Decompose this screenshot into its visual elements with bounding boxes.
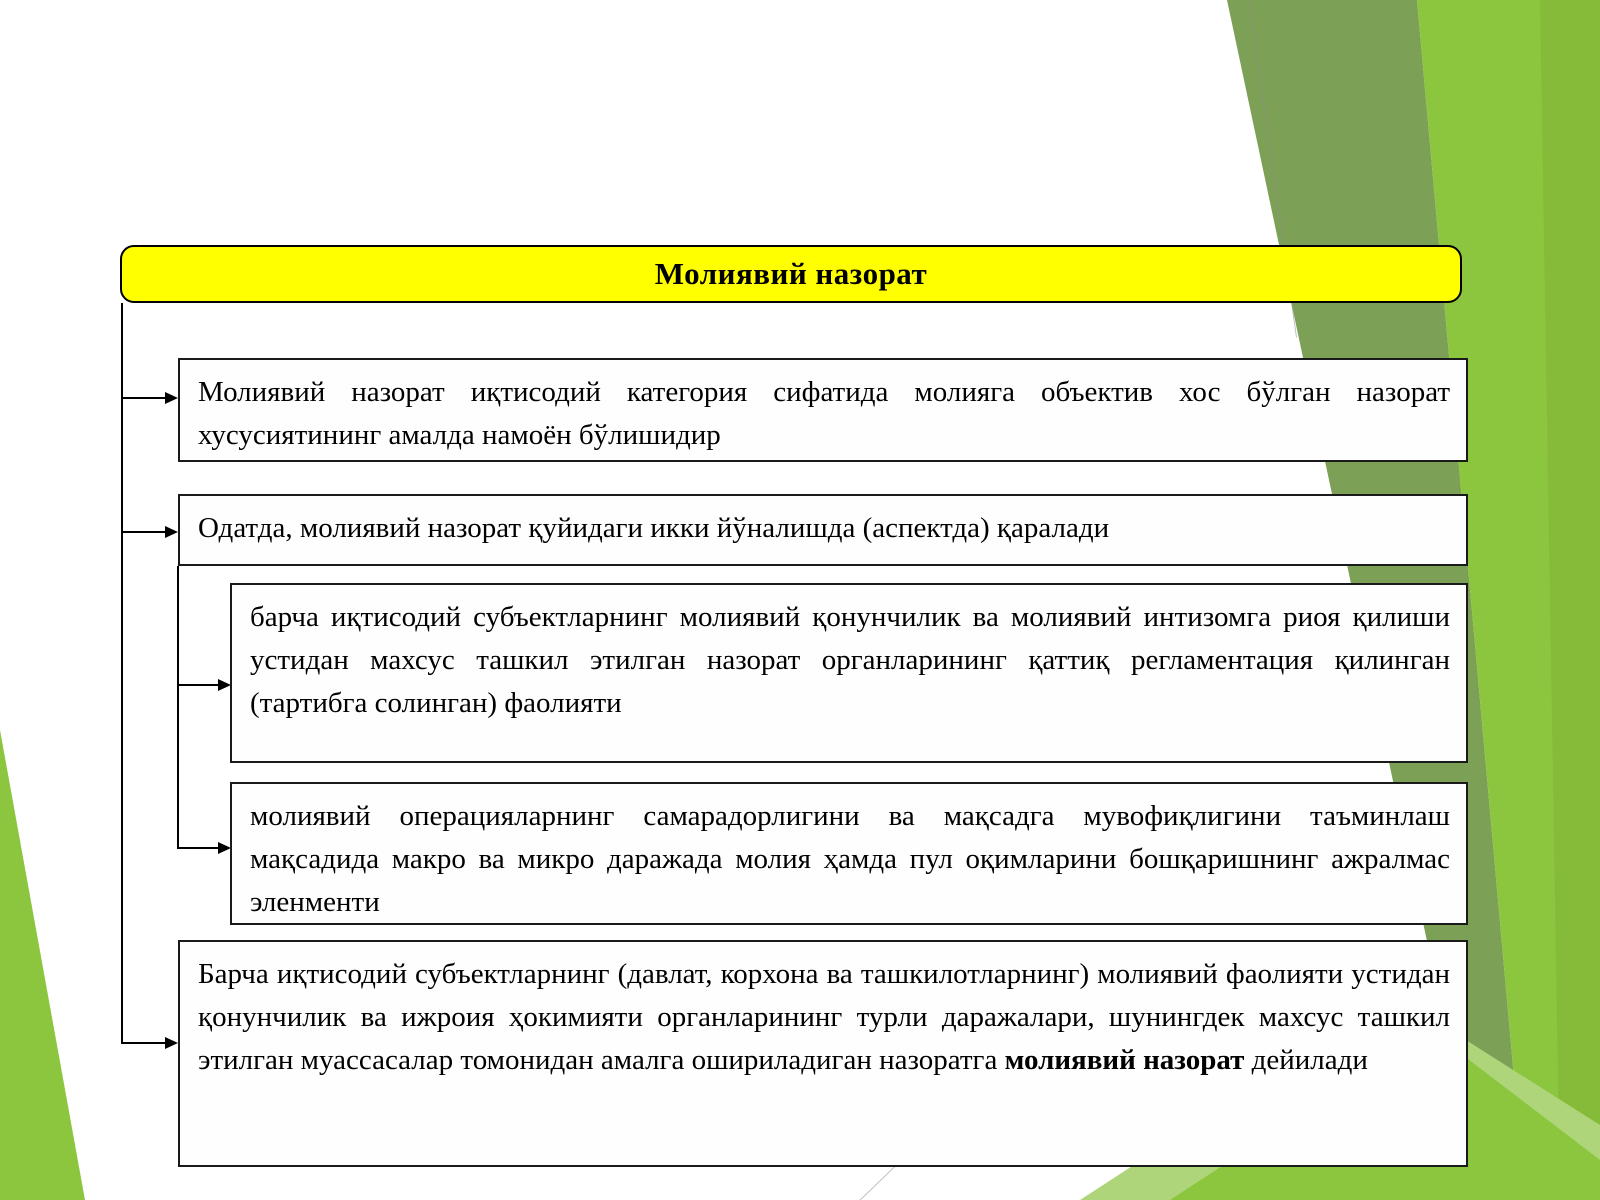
connector-to-definition bbox=[121, 397, 166, 399]
connector-to-aspect2 bbox=[177, 847, 219, 849]
conclusion-box bbox=[178, 940, 1468, 1167]
definition-text: Молиявий назорат иқтисодий категория сифатида молияга объектив хос бўлган назорат хусусиятининг амалда намоён бўлишидир bbox=[198, 376, 1450, 451]
conclusion-text-after: дейилади bbox=[1244, 1044, 1368, 1076]
aspect1-box bbox=[230, 583, 1468, 763]
connector-sub-vertical bbox=[177, 566, 179, 849]
arrowhead-definition-icon bbox=[165, 392, 178, 404]
aspects-intro-text: Одатда, молиявий назорат қуйидаги икки йўналишда (аспектда) қаралади bbox=[198, 512, 1110, 544]
aspect2-text: молиявий операцияларнинг самарадорлигини ва мақсадга мувофиқлигини таъминлаш мақсадида макро ва микро даражада молия ҳамда пул оқимларини бошқаришнинг ажралмас эленменти bbox=[250, 800, 1450, 918]
aspect1-text: барча иқтисодий субъектларнинг молиявий қонунчилик ва молиявий интизомга риоя қилиши устидан махсус ташкил этилган назорат органларининг қаттиқ регламентация қилинган (тартибга солинган) фаолияти bbox=[250, 601, 1450, 719]
arrowhead-intro-icon bbox=[165, 526, 178, 538]
connector-to-intro bbox=[121, 531, 166, 533]
connector-to-aspect1 bbox=[177, 684, 219, 686]
aspects-intro-box bbox=[178, 494, 1468, 566]
aspect2-box bbox=[230, 782, 1468, 925]
arrowhead-conclusion-icon bbox=[165, 1037, 178, 1049]
connector-to-conclusion bbox=[121, 1042, 166, 1044]
connector-main-vertical bbox=[121, 303, 123, 1044]
title-box bbox=[120, 245, 1462, 303]
conclusion-text-bold: молиявий назорат bbox=[1004, 1044, 1245, 1076]
definition-box bbox=[178, 358, 1468, 462]
conclusion-text-before: Барча иқтисодий субъектларнинг (давлат, корхона ва ташкилотларнинг) молиявий фаолияти устидан қонунчилик ва ижроия ҳокимияти органларининг турли даражалари, шунингдек махсус ташкил этилган муассасалар томонидан амалга ошириладиган назоратга bbox=[198, 958, 1450, 1076]
slide-title: Молиявий назорат bbox=[654, 256, 928, 291]
